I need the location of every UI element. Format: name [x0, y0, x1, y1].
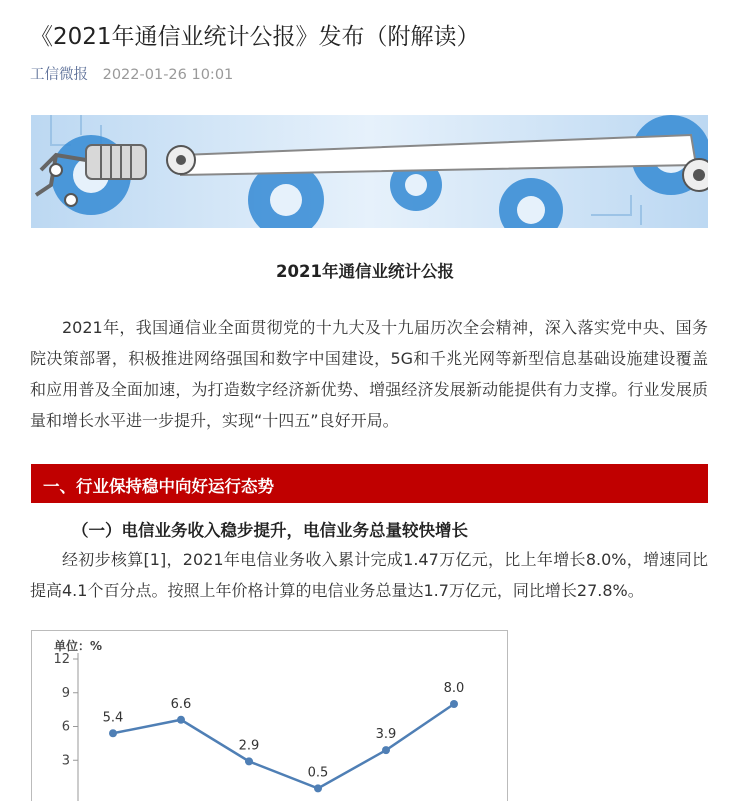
- chart-svg: [32, 631, 507, 801]
- y-tick-label: 6: [61, 719, 70, 735]
- data-point: [314, 784, 322, 792]
- line-chart: [31, 630, 508, 801]
- y-tick-label: 9: [61, 685, 70, 701]
- source-link[interactable]: 工信微报: [30, 67, 88, 83]
- publish-time: 2022-01-26 10:01: [102, 67, 234, 83]
- data-label: 3.9: [375, 727, 397, 743]
- article-title: 2021年通信业统计公报: [276, 262, 454, 281]
- data-point: [177, 716, 185, 724]
- data-label: 6.6: [170, 696, 192, 712]
- section-heading-bar: [31, 464, 708, 503]
- data-label: 8.0: [443, 681, 465, 696]
- data-point: [245, 757, 253, 765]
- data-point: [382, 746, 390, 754]
- robot-arm-illustration: [31, 115, 708, 228]
- chart-unit-label: 单位：%: [54, 639, 103, 653]
- data-label: 2.9: [238, 738, 260, 754]
- y-tick-label: 12: [53, 652, 70, 667]
- subsection-heading: （一）电信业务收入稳步提升，电信业务总量较快增长: [72, 521, 468, 540]
- page-title: 《2021年通信业统计公报》发布（附解读）: [30, 24, 480, 50]
- banner-image: [31, 115, 708, 228]
- data-point: [109, 729, 117, 737]
- series-line: [113, 704, 454, 788]
- data-point: [450, 700, 458, 708]
- data-label: 5.4: [102, 710, 124, 726]
- section-heading: 一、行业保持稳中向好运行态势: [43, 477, 274, 496]
- intro-paragraph: 2021年，我国通信业全面贯彻党的十九大及十九届历次全会精神，深入落实党中央、国务院决策部署，积极推进网络强国和数字中国建设，5G和千兆光网等新型信息基础设施建设覆盖和应用普及全面加速，为打造数字经济新优势、增强经济发展新动能提供有力支撑。行业发展质量和增长水平进一步提升，实现“十四五”良好开局。: [30, 318, 708, 430]
- data-label: 0.5: [307, 765, 329, 781]
- article-meta: [30, 63, 233, 84]
- body-paragraph: 经初步核算[1]，2021年电信业务收入累计完成1.47万亿元，比上年增长8.0%，增速同比提高4.1个百分点。按照上年价格计算的电信业务总量达1.7万亿元，同比增长27.8%。: [30, 550, 708, 600]
- y-tick-label: 3: [61, 753, 70, 769]
